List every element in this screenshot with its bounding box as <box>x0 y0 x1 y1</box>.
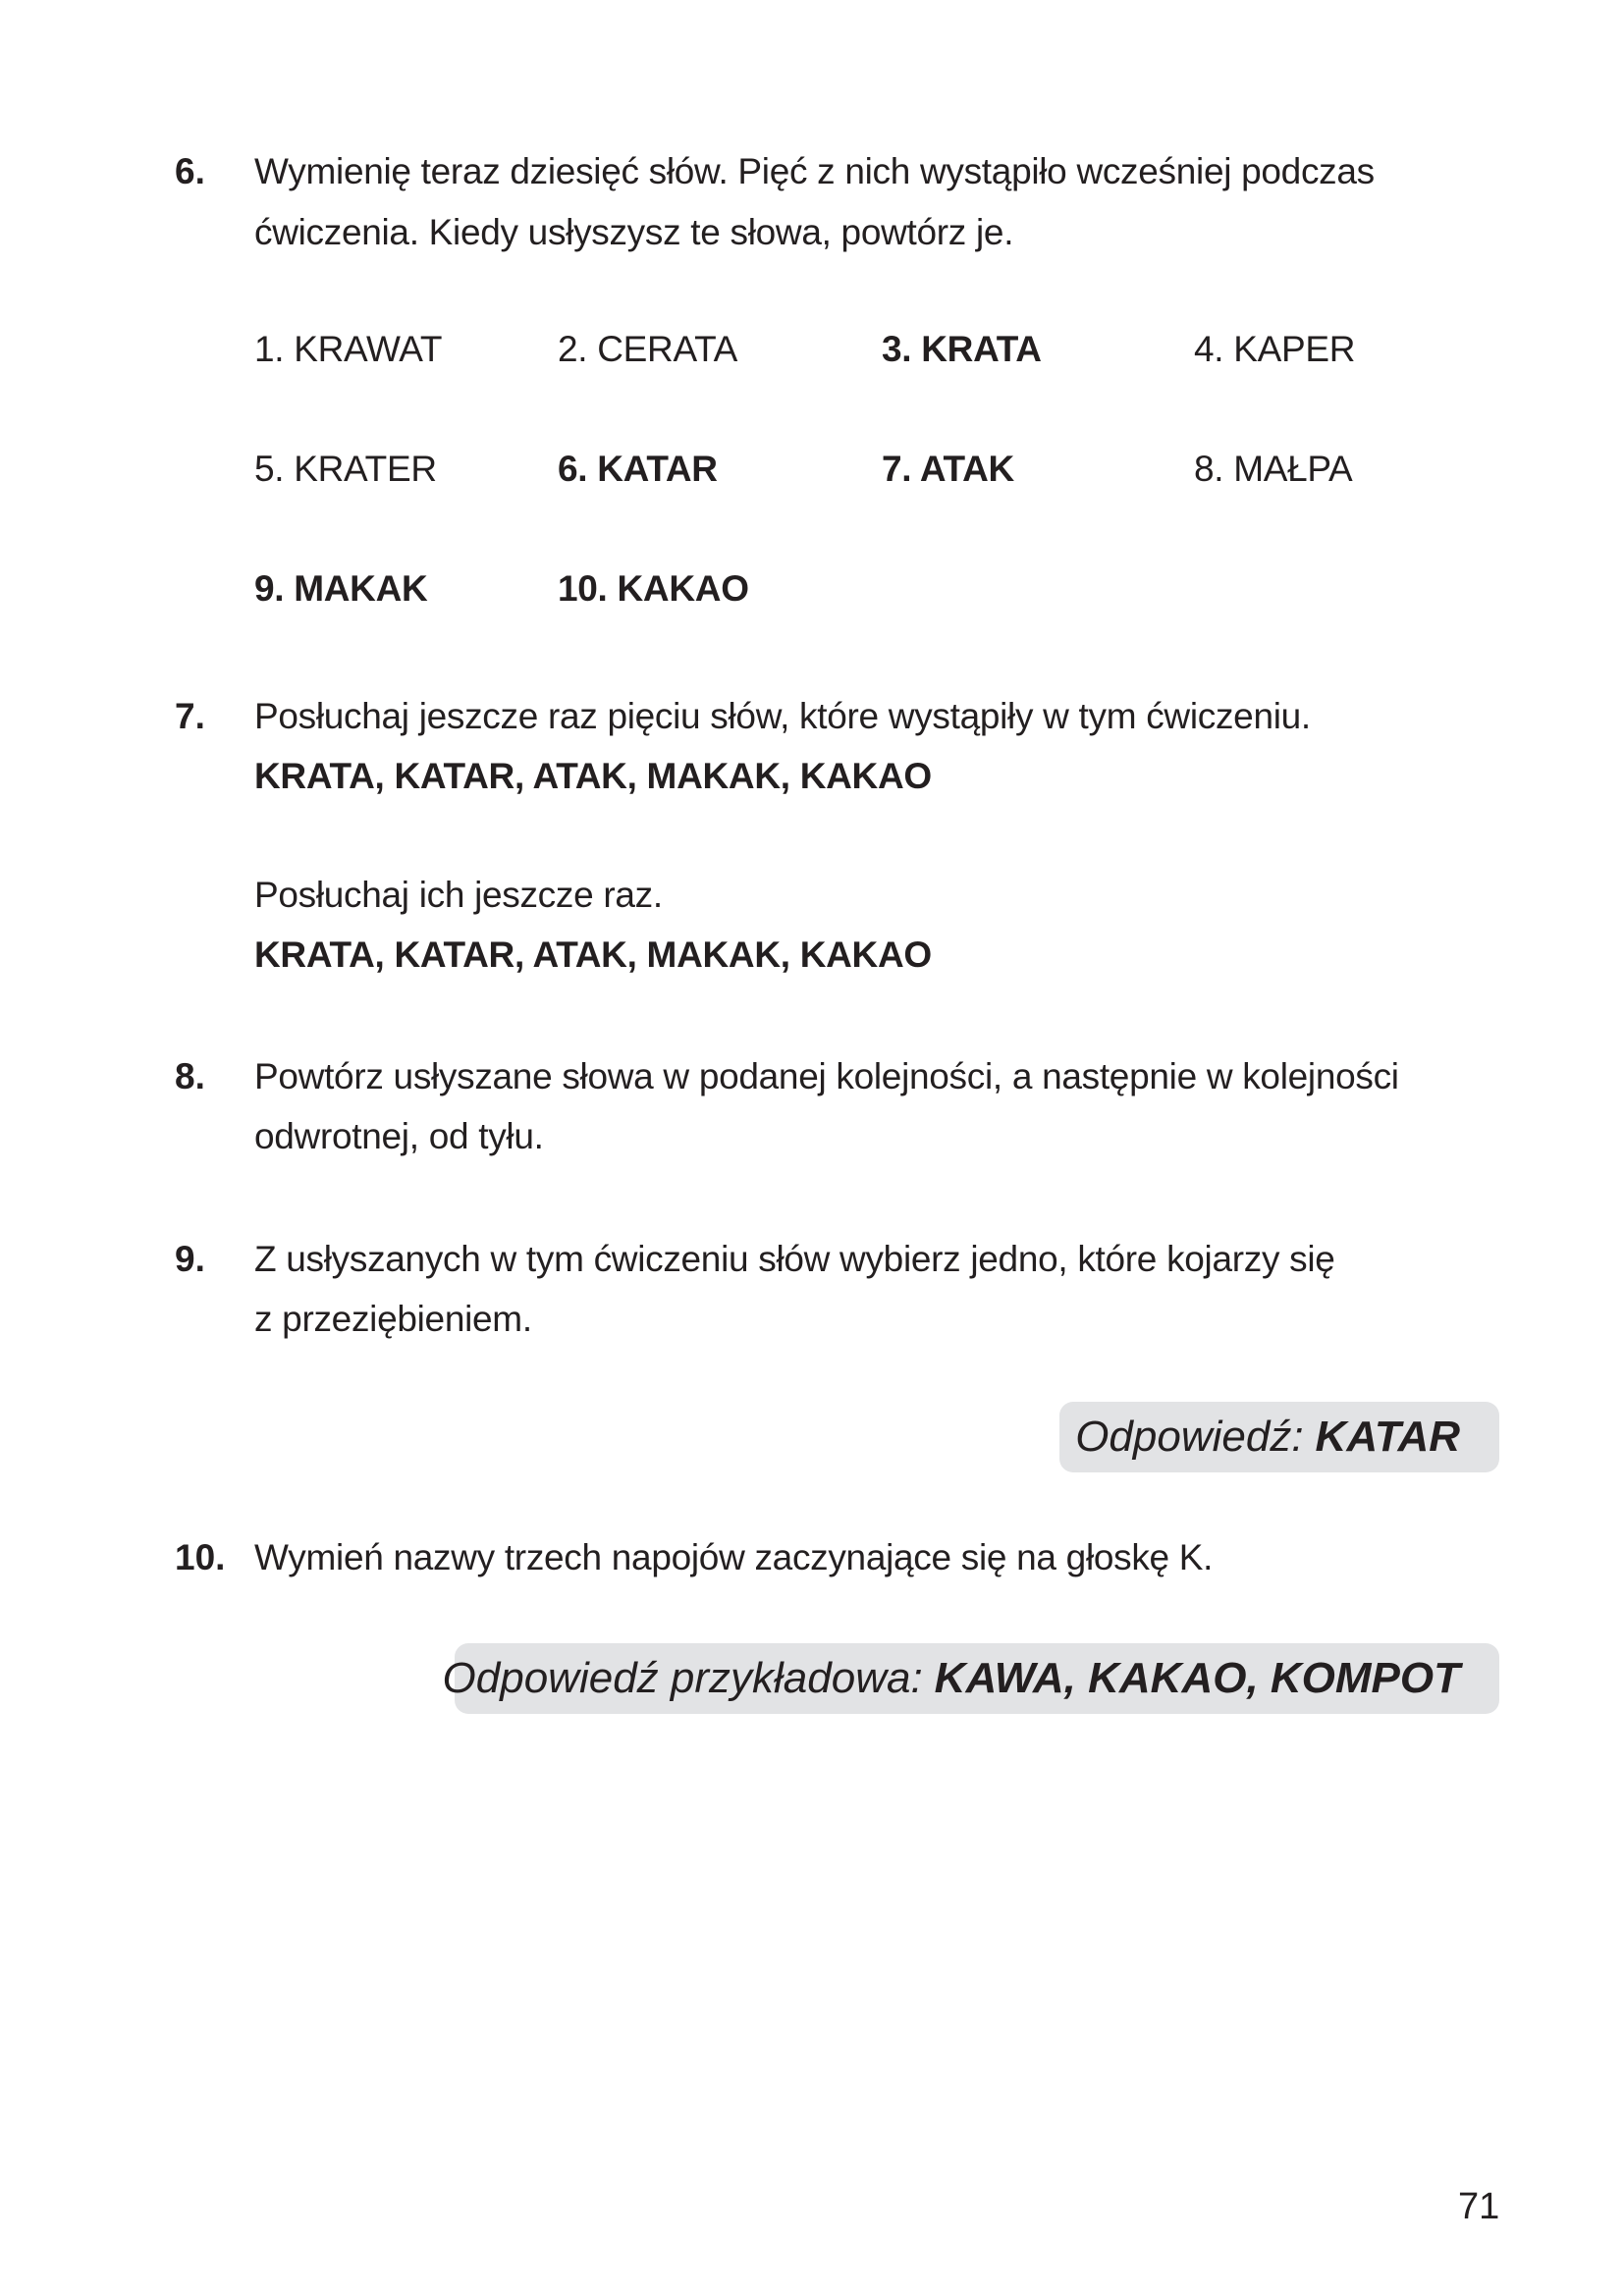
item-text-line: Powtórz usłyszane słowa w podanej kolejności, a następnie w kolejności <box>254 1056 1399 1096</box>
answer-value: KAWA, KAKAO, KOMPOT <box>934 1654 1460 1702</box>
item-bold-line: KRATA, KATAR, ATAK, MAKAK, KAKAO <box>254 756 932 796</box>
item-text-line: Posłuchaj ich jeszcze raz. <box>254 875 663 915</box>
item-text-line: z przeziębieniem. <box>254 1299 532 1339</box>
item-text-line: Wymień nazwy trzech napojów zaczynające się na głoskę K. <box>254 1537 1214 1577</box>
answer-box <box>1059 1402 1499 1472</box>
item-text-line: Wymienię teraz dziesięć słów. Pięć z nich wystąpiło wcześniej podczas <box>254 151 1375 191</box>
word-grid-item: 3. KRATA <box>882 329 1042 369</box>
word-grid-item: 4. KAPER <box>1194 329 1356 369</box>
answer-box <box>442 1643 1499 1714</box>
item-text-line: odwrotnej, od tyłu. <box>254 1116 544 1156</box>
item-text-line: Z usłyszanych w tym ćwiczeniu słów wybierz jedno, które kojarzy się <box>254 1239 1335 1279</box>
word-grid-item: 9. MAKAK <box>254 568 428 609</box>
word-grid-item: 2. CERATA <box>558 329 738 369</box>
word-grid-item: 6. KATAR <box>558 449 718 489</box>
item-text-line: Posłuchaj jeszcze raz pięciu słów, które wystąpiły w tym ćwiczeniu. <box>254 696 1311 736</box>
word-grid-item: 8. MAŁPA <box>1194 449 1353 489</box>
word-grid-item: 1. KRAWAT <box>254 329 443 369</box>
item-number: 6. <box>175 151 205 191</box>
item-number: 7. <box>175 696 205 736</box>
item-number: 9. <box>175 1239 205 1279</box>
answer-label: Odpowiedź przykładowa: <box>442 1654 923 1702</box>
word-grid-item: 7. ATAK <box>882 449 1014 489</box>
item-number: 10. <box>175 1537 226 1577</box>
item-number: 8. <box>175 1056 205 1096</box>
word-grid-item: 5. KRATER <box>254 449 437 489</box>
word-grid-item: 10. KAKAO <box>558 568 749 609</box>
page-number: 71 <box>1458 2186 1500 2227</box>
item-text-line: ćwiczenia. Kiedy usłyszysz te słowa, powtórz je. <box>254 212 1014 252</box>
item-bold-line: KRATA, KATAR, ATAK, MAKAK, KAKAO <box>254 934 932 975</box>
answer-value: KATAR <box>1315 1413 1460 1461</box>
answer-label: Odpowiedź: <box>1075 1413 1304 1461</box>
